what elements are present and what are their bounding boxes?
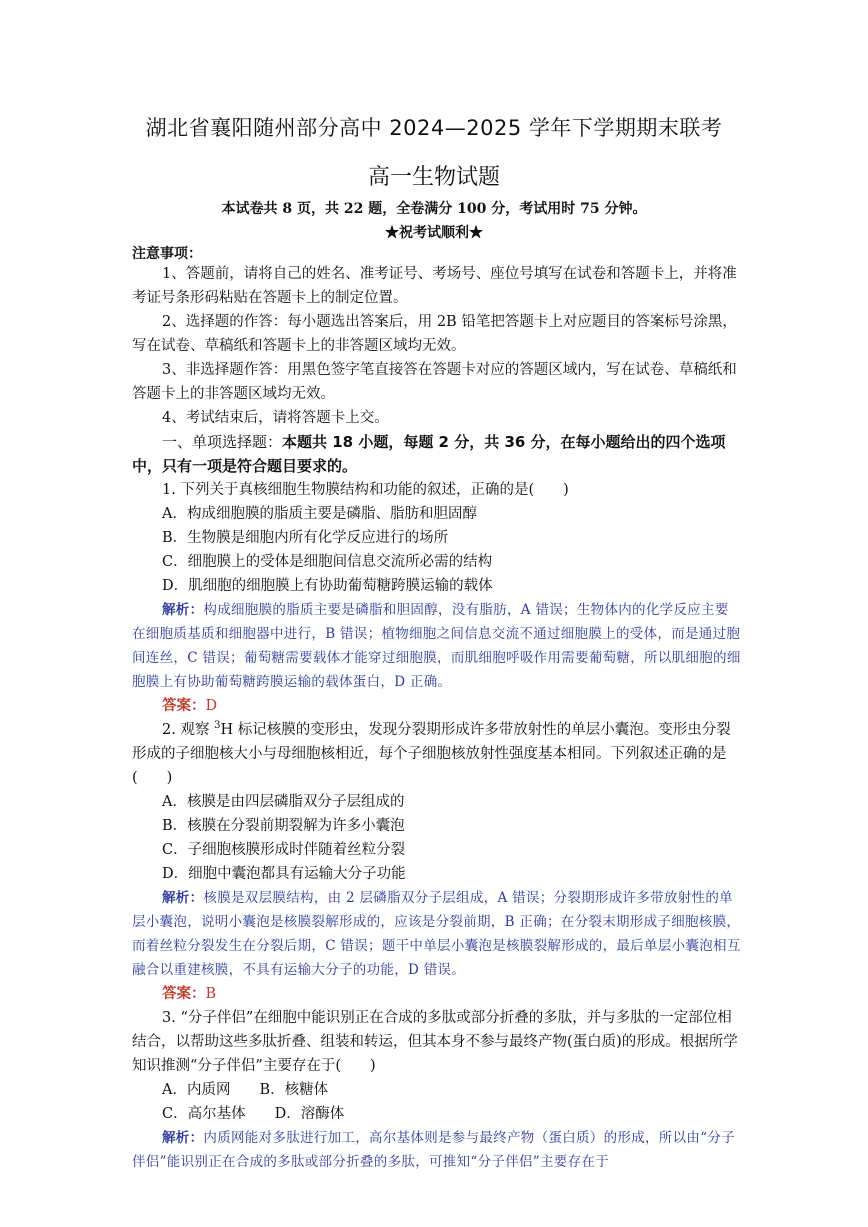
question-2-option-d: D．细胞中囊泡都具有运输大分子功能 (162, 866, 406, 882)
note-item-1: 1、答题前，请将自己的姓名、准考证号、考场号、座位号填写在试卷和答题卡上，并将准考证号条形码粘贴在答题卡上的制定位置。 (132, 266, 737, 306)
question-1-option-b: B．生物膜是细胞内所有化学反应进行的场所 (162, 530, 449, 546)
answer-value: D (205, 698, 218, 714)
question-2-stem (132, 718, 742, 790)
section-heading (132, 430, 742, 478)
analysis-text: 构成细胞膜的脂质主要是磷脂和胆固醇，没有脂肪，A 错误；生物体内的化学反应主要在细胞质基质和细胞器中进行，B 错误；植物细胞之间信息交流不通过细胞膜上的受体，而是通过胞间连丝，C 错误；葡萄糖需要载体才能穿过细胞膜，而肌细胞呼吸作用需要葡萄糖，所以肌细胞的细胞膜上有协助葡萄糖跨膜运输的载体蛋白，D 正确。 (132, 602, 741, 690)
stem-text: 2. 观察 (162, 722, 215, 738)
subject-title: 高一生物试题 (367, 165, 500, 190)
analysis-label: 解析： (162, 890, 204, 906)
note-item-2: 2、选择题的作答：每小题选出答案后，用 2B 铅笔把答题卡上对应题目的答案标号涂黑，写在试卷、草稿纸和答题卡上的非答题区域均无效。 (132, 314, 737, 354)
note-item-3: 3、非选择题作答：用黑色签字笔直接答在答题卡对应的答题区域内，写在试卷、草稿纸和答题卡上的非答题区域均无效。 (132, 362, 737, 402)
exam-title: 湖北省襄阳随州部分高中 2024—2025 学年下学期期末联考 (145, 116, 723, 140)
answer-label: 答案： (162, 985, 206, 1002)
answer-label: 答案： (162, 697, 206, 714)
section-prefix: 一、单项选择题： (162, 433, 283, 451)
question-1-analysis (132, 598, 742, 694)
question-2-option-a: A．核膜是由四层磷脂双分子层组成的 (162, 794, 405, 810)
analysis-label: 解析： (162, 602, 204, 618)
question-1-stem: 1. 下列关于真核细胞生物膜结构和功能的叙述，正确的是( ) (162, 482, 569, 498)
stem-text-rest: H 标记核膜的变形虫，发现分裂期形成许多带放射性的单层小囊泡。变形虫分裂形成的子细胞核大小与母细胞核相近，每个子细胞核放射性强度基本相同。下列叙述正确的是( ) (132, 722, 731, 786)
question-1-option-c: C．细胞膜上的受体是细胞间信息交流所必需的结构 (162, 554, 493, 570)
question-1-option-a: A．构成细胞膜的脂质主要是磷脂、脂肪和胆固醇 (162, 506, 477, 522)
question-2-option-c: C．子细胞核膜形成时伴随着丝粒分裂 (162, 842, 406, 858)
answer-value: B (205, 986, 217, 1002)
good-luck-line: ★祝考试顺利★ (385, 225, 483, 241)
analysis-text: 核膜是双层膜结构，由 2 层磷脂双分子层组成，A 错误；分裂期形成许多带放射性的单层小囊泡，说明小囊泡是核膜裂解形成的，应该是分裂前期，B 正确；在分裂末期形成子细胞核膜，而着丝粒分裂发生在分裂后期，C 错误；题干中单层小囊泡是核膜裂解形成的，最后单层小囊泡相互融合以重建核膜，不具有运输大分子的功能，D 错误。 (132, 890, 741, 978)
question-3-options-row-1: A．内质网 B．核糖体 (162, 1082, 329, 1098)
question-2-answer (132, 982, 742, 1006)
question-1-answer (132, 694, 742, 718)
analysis-text: 内质网能对多肽进行加工，高尔基体则是参与最终产物（蛋白质）的形成，所以由“分子伴侣”能识别正在合成的多肽或部分折叠的多肽，可推知“分子伴侣”主要存在于 (132, 1130, 736, 1170)
question-3-stem: 3. “分子伴侣”在细胞中能识别正在合成的多肽或部分折叠的多肽，并与多肽的一定部位相结合，以帮助这些多肽折叠、组装和转运，但其本身不参与最终产物(蛋白质)的形成。根据所学知识推测“分子伴侣”主要存在于( ) (132, 1010, 738, 1074)
notes-heading: 注意事项： (132, 246, 202, 262)
question-1-option-d: D．肌细胞的细胞膜上有协助葡萄糖跨膜运输的载体 (162, 578, 493, 594)
exam-info: 本试卷共 8 页，共 22 题，全卷满分 100 分，考试用时 75 分钟。 (221, 201, 647, 217)
analysis-label: 解析： (162, 1130, 204, 1146)
section-text: 本题共 18 小题，每题 2 分，共 36 分，在每小题给出的四个选项中，只有一项是符合题目要求的。 (132, 433, 726, 475)
exam-content (132, 262, 742, 1174)
isotope-superscript: 3 (214, 720, 221, 732)
question-2-option-b: B．核膜在分裂前期裂解为许多小囊泡 (162, 818, 405, 834)
note-item-4: 4、考试结束后，请将答题卡上交。 (162, 410, 389, 426)
question-3-options-row-2: C．高尔基体 D．溶酶体 (162, 1106, 345, 1122)
question-3-analysis (132, 1126, 742, 1174)
question-2-analysis (132, 886, 742, 982)
